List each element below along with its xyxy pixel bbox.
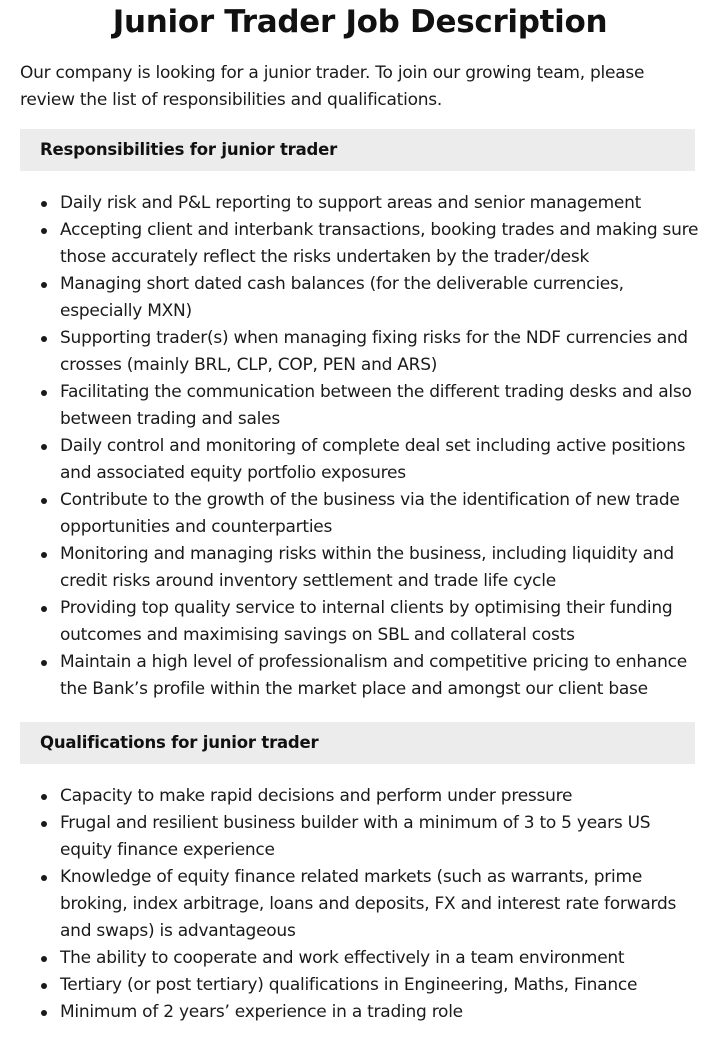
page-title: Junior Trader Job Description xyxy=(112,4,608,40)
list-item-text: Monitoring and managing risks within the business, including liquidity and credit risks around inventory settlement and trade life cycle xyxy=(60,544,674,591)
list-item xyxy=(60,999,700,1026)
list-item-text: Providing top quality service to internal clients by optimising their funding outcomes and maximising savings on SBL and collateral costs xyxy=(60,598,673,645)
list-item xyxy=(60,271,700,325)
list-item-text: Minimum of 2 years’ experience in a trading role xyxy=(60,1002,463,1022)
list-item xyxy=(60,945,700,972)
bullet-icon xyxy=(41,390,47,396)
list-item xyxy=(60,864,700,945)
list-item-text: The ability to cooperate and work effectively in a team environment xyxy=(60,948,625,968)
list-item-text: Managing short dated cash balances (for the deliverable currencies, especially MXN) xyxy=(60,274,624,321)
list-item-text: Accepting client and interbank transactions, booking trades and making sure those accurately reflect the risks undertaken by the trader/desk xyxy=(60,220,699,267)
bullet-icon xyxy=(41,875,47,881)
bullet-icon xyxy=(41,606,47,612)
list-item-text: Daily control and monitoring of complete deal set including active positions and associated equity portfolio exposures xyxy=(60,436,686,483)
list-item xyxy=(60,595,700,649)
list-item xyxy=(60,487,700,541)
qualifications-heading: Qualifications for junior trader xyxy=(20,722,695,764)
bullet-icon xyxy=(41,498,47,504)
qualifications-list xyxy=(20,783,700,1026)
bullet-icon xyxy=(41,821,47,827)
list-item xyxy=(60,325,700,379)
list-item-text: Maintain a high level of professionalism and competitive pricing to enhance the Bank’s profile within the market place and amongst our client base xyxy=(60,652,687,699)
list-item-text: Facilitating the communication between the different trading desks and also between trading and sales xyxy=(60,382,692,429)
list-item xyxy=(60,379,700,433)
bullet-icon xyxy=(41,336,47,342)
responsibilities-heading: Responsibilities for junior trader xyxy=(20,129,695,171)
bullet-icon xyxy=(41,794,47,800)
intro-paragraph: Our company is looking for a junior trader. To join our growing team, please review the list of responsibilities and qualifications. xyxy=(20,63,645,110)
list-item-text: Tertiary (or post tertiary) qualifications in Engineering, Maths, Finance xyxy=(60,975,638,995)
list-item-text: Daily risk and P&L reporting to support areas and senior management xyxy=(60,193,642,213)
bullet-icon xyxy=(41,201,47,207)
bullet-icon xyxy=(41,552,47,558)
list-item xyxy=(60,783,700,810)
bullet-icon xyxy=(41,956,47,962)
list-item-text: Knowledge of equity finance related markets (such as warrants, prime broking, index arbitrage, loans and deposits, FX and interest rate forwards and swaps) is advantageous xyxy=(60,867,677,941)
bullet-icon xyxy=(41,1010,47,1016)
responsibilities-list xyxy=(20,190,700,703)
bullet-icon xyxy=(41,282,47,288)
bullet-icon xyxy=(41,983,47,989)
bullet-icon xyxy=(41,660,47,666)
list-item-text: Supporting trader(s) when managing fixing risks for the NDF currencies and crosses (mainly BRL, CLP, COP, PEN and ARS) xyxy=(60,328,688,375)
list-item xyxy=(60,217,700,271)
list-item xyxy=(60,972,700,999)
bullet-icon xyxy=(41,444,47,450)
list-item-text: Frugal and resilient business builder with a minimum of 3 to 5 years US equity finance experience xyxy=(60,813,651,860)
list-item xyxy=(60,649,700,703)
bullet-icon xyxy=(41,228,47,234)
list-item xyxy=(60,810,700,864)
list-item xyxy=(60,433,700,487)
list-item-text: Contribute to the growth of the business via the identification of new trade opportunities and counterparties xyxy=(60,490,680,537)
list-item xyxy=(60,190,700,217)
list-item xyxy=(60,541,700,595)
list-item-text: Capacity to make rapid decisions and perform under pressure xyxy=(60,786,573,806)
